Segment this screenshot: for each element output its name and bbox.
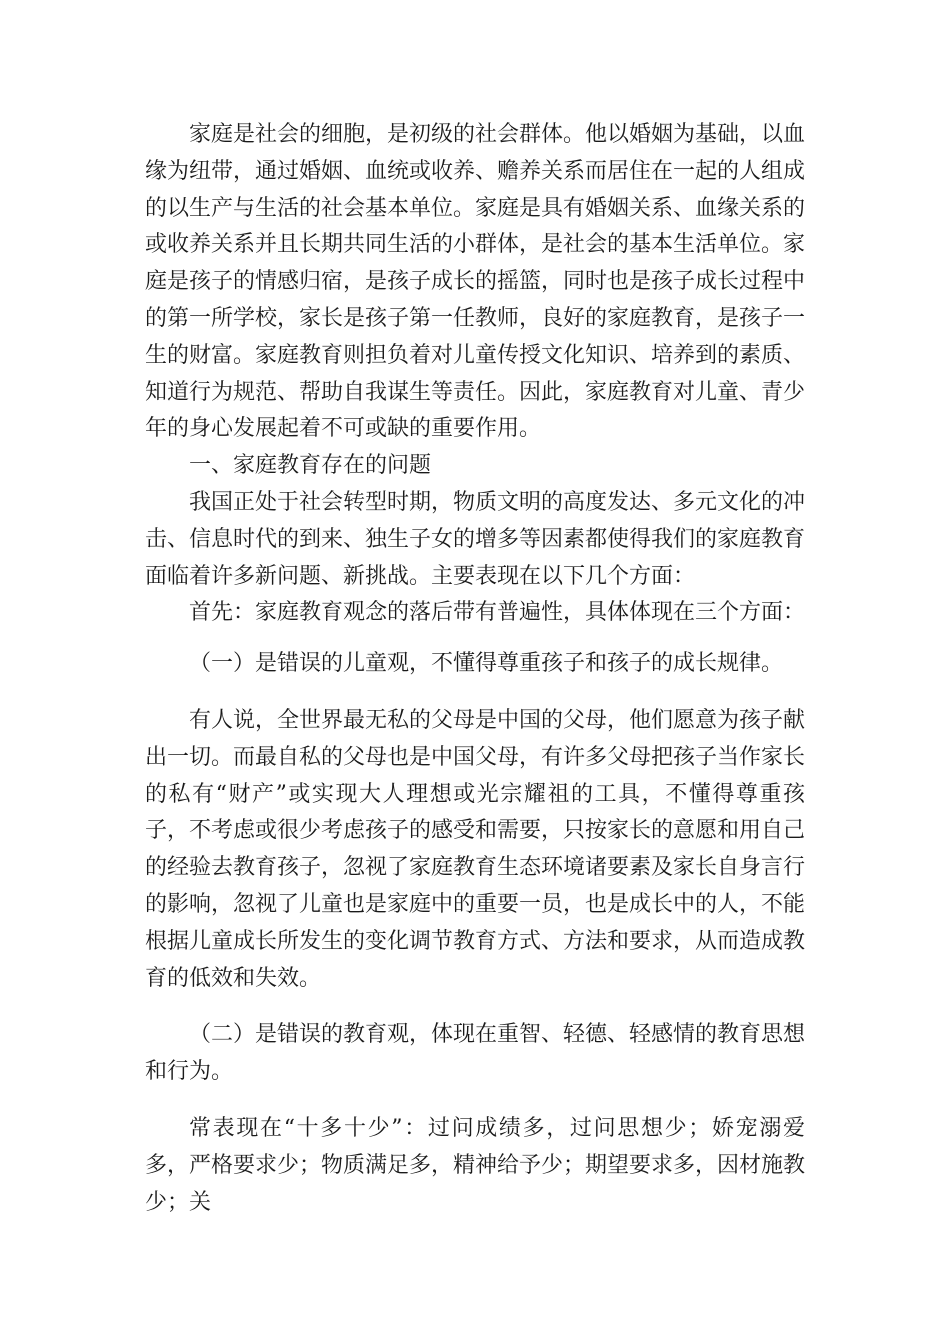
subheading-two: （二）是错误的教育观，体现在重智、轻德、轻感情的教育思想和行为。 <box>145 1022 806 1085</box>
intro-paragraph: 家庭是社会的细胞，是初级的社会群体。他以婚姻为基础，以血缘为纽带，通过婚姻、血统或收养、赡养关系而居住在一起的人组成的以生产与生活的社会基本单位。家庭是具有婚姻关系、血缘关系的或收养关系并且长期共同生活的小群体，是社会的基本生活单位。家庭是孩子的情感归宿，是孩子成长的摇篮，同时也是孩子成长过程中的第一所学校，家长是孩子第一任教师，良好的家庭教育，是孩子一生的财富。家庭教育则担负着对儿童传授文化知识、培养到的素质、知道行为规范、帮助自我谋生等责任。因此，家庭教育对儿童、青少年的身心发展起着不可或缺的重要作用。 <box>145 122 806 442</box>
ten-more-ten-less-paragraph: 常表现在“十多十少”：过问成绩多，过问思想少；娇宠溺爱多，严格要求少；物质满足多，精神给予少；期望要求多，因材施教少；关 <box>145 1115 806 1215</box>
first-point-paragraph: 首先：家庭教育观念的落后带有普遍性，具体体现在三个方面： <box>189 600 806 626</box>
subheading-one: （一）是错误的儿童观，不懂得尊重孩子和孩子的成长规律。 <box>189 651 784 677</box>
section-heading: 一、家庭教育存在的问题 <box>189 453 432 479</box>
document-page <box>145 117 805 1221</box>
child-view-paragraph: 有人说，全世界最无私的父母是中国的父母，他们愿意为孩子献出一切。而最自私的父母也是中国父母，有许多父母把孩子当作家长的私有“财产”或实现大人理想或光宗耀祖的工具，不懂得尊重孩子，不考虑或很少考虑孩子的感受和需要，只按家长的意愿和用自己的经验去教育孩子，忽视了家庭教育生态环境诸要素及家长自身言行的影响，忽视了儿童也是家庭中的重要一员，也是成长中的人，不能根据儿童成长所发生的变化调节教育方式、方法和要求，从而造成教育的低效和失效。 <box>145 707 806 991</box>
problem-intro-paragraph: 我国正处于社会转型时期，物质文明的高度发达、多元文化的冲击、信息时代的到来、独生子女的增多等因素都使得我们的家庭教育面临着许多新问题、新挑战。主要表现在以下几个方面： <box>145 489 806 589</box>
